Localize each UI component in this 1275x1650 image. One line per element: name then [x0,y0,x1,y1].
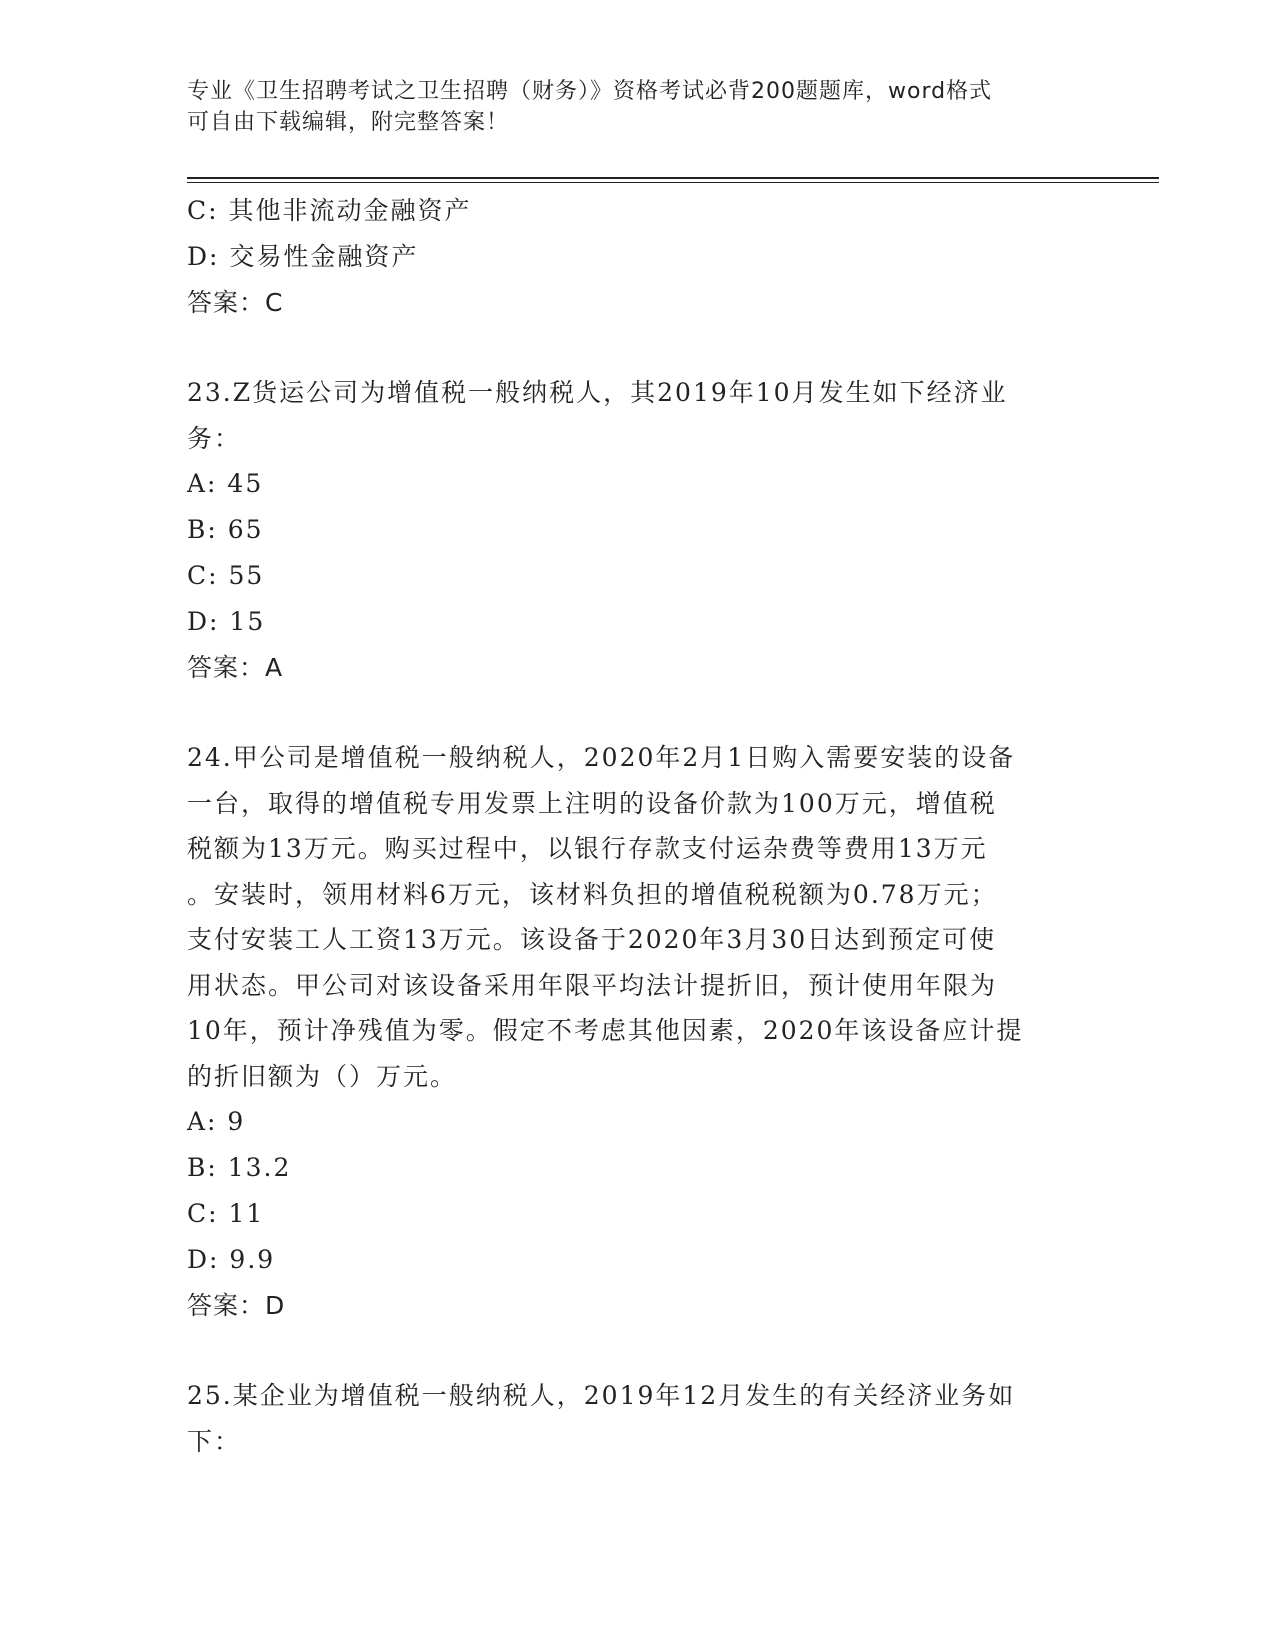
stem-line: 24.甲公司是增值税一般纳税人，2020年2月1日购入需要安装的设备 [187,743,1016,772]
document-body [187,188,1087,1464]
stem-line: 10年，预计净残值为零。假定不考虑其他因素，2020年该设备应计提 [187,1016,1024,1045]
header-line-2: 可自由下载编辑，附完整答案！ [187,110,510,135]
stem-line: 税额为13万元。购买过程中，以银行存款支付运杂费等费用13万元 [187,834,988,863]
option-c: C: 55 [187,561,265,590]
option-b: B: 13.2 [187,1153,292,1182]
question-23 [187,370,1087,691]
question-24 [187,735,1087,1329]
option-c: C: 其他非流动金融资产 [187,196,472,225]
option-d: D: 9.9 [187,1245,276,1274]
header-line-1: 专业《卫生招聘考试之卫生招聘（财务）》资格考试必背200题题库，word格式 [187,79,993,104]
stem-line: 支付安装工人工资13万元。该设备于2020年3月30日达到预定可使 [187,925,997,954]
header-divider-thick [187,177,1159,179]
question-stem [187,370,1087,461]
stem-line: 一台，取得的增值税专用发票上注明的设备价款为100万元，增值税 [187,788,997,818]
option-d: D: 交易性金融资产 [187,242,419,271]
stem-line: 下： [187,1426,242,1456]
stem-line: 23.Z货运公司为增值税一般纳税人，其2019年10月发生如下经济业 [187,378,1008,407]
question-25 [187,1373,1087,1464]
stem-line: 的折旧额为（）万元。 [187,1061,458,1091]
option-d: D: 15 [187,607,266,636]
answer-line: 答案：D [187,1291,286,1320]
option-a: A: 9 [187,1107,246,1136]
question-stem [187,1373,1087,1464]
document-header [187,76,1067,138]
option-a: A: 45 [187,469,264,498]
header-divider-thin [187,182,1159,183]
stem-line: 用状态。甲公司对该设备采用年限平均法计提折旧，预计使用年限为 [187,970,998,1000]
option-b: B: 65 [187,515,264,544]
answer-line: 答案：A [187,653,284,682]
stem-line: 。安装时，领用材料6万元，该材料负担的增值税税额为0.78万元； [187,879,998,909]
option-c: C: 11 [187,1199,265,1228]
answer-line: 答案：C [187,288,284,317]
stem-line: 务： [187,423,242,453]
stem-line: 25.某企业为增值税一般纳税人，2019年12月发生的有关经济业务如 [187,1381,1016,1410]
question-stem [187,735,1087,1099]
question-22-tail [187,188,1087,326]
